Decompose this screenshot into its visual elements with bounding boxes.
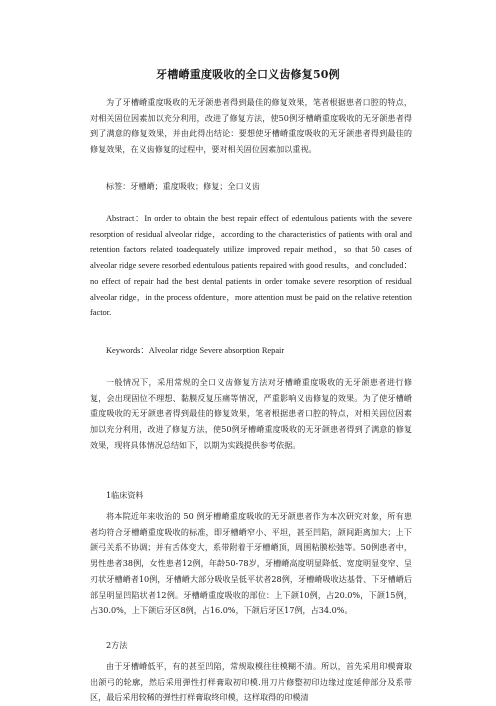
keywords-en: Keywords：Alveolar ridge Severe absorption Repair: [106, 346, 285, 355]
section-2-heading: 2方法: [106, 640, 128, 650]
section-1-heading: 1临床资料: [106, 490, 144, 500]
abstract-cn: 为了牙槽嵴重度吸收的无牙颌患者得到最佳的修复效果，笔者根据患者口腔的特点，对相关固位因素加以充分利用，改进了修复方法，使50例牙槽嵴重度吸收的无牙颌患者得到了满意的修复效果，并由此得出结论：要想使牙槽嵴重度吸收的无牙颌患者得到最佳的修复效果，在义齿修复的过程中，要对相关固位因素加以重视。: [90, 97, 412, 155]
abstract-en: Abstract：In order to obtain the best repair effect of edentulous patients with the severe resorption of residual alveolar ridge，according to the characteristics of patients with oral and retention factors related toadequately utilize improved repair method，so that 50 cases of alveolar ridge severe resorbed edentulous patients repaired with good results，and concluded：no effect of repair had the best dental patients in order tomake severe resorption of residual alveolar ridge，in the process ofdenture，more attention must be paid on the relative retention factor.: [90, 214, 412, 318]
intro-paragraph: 一般情况下，采用常规的全口义齿修复方法对牙槽嵴重度吸收的无牙颌患者进行修复，会出现固位不理想、黏膜反复压痛等情况，严重影响义齿修复的效果。为了使牙槽嵴重度吸收的无牙颌患者得到最佳的修复效果，笔者根据患者口腔的特点，对相关固位因素加以充分利用，改进了修复方法，使50例牙槽嵴重度吸收的无牙颌患者得到了满意的修复效果，现将具体情况总结如下，以期为实践提供参考依据。: [90, 377, 412, 450]
keywords-cn: 标签：牙槽嵴；重度吸收；修复；全口义齿: [106, 181, 260, 191]
section-2-body: 由于牙槽嵴低平，有的甚至凹陷，常规取模往往模糊不清。所以，首先采用印模膏取出颌弓的轮廓，然后采用弹性打样膏取初印模.用刀片修整初印边缘过度延伸部分及系带区，最后采用较稀的弹性打样膏取终印模，这样取得的印模清: [90, 661, 412, 703]
document-title: 牙槽嵴重度吸收的全口义齿修复50例: [156, 68, 340, 81]
section-1-body: 将本院近年来收治的 50 例牙槽嵴重度吸收的无牙颌患者作为本次研究对象，所有患者均符合牙槽嵴重度吸收的标准，即牙槽嵴窄小、平坦，甚至凹陷，颌间距离加大；上下颌弓关系不协调；并有舌体变大，系带附着于牙槽嵴顶，周围粘膜松弛等。50例患者中，男性患者38例，女性患者12例，年龄50-78岁，牙槽嵴高度明显降低、宽度明显变窄、呈刃状牙槽嵴者10例，牙槽嵴大部分吸收呈低平状者28例，牙槽嵴吸收达基骨、下牙槽嵴后部呈明显凹陷状者12例。牙槽嵴重度吸收的部位：上下颌10例，占20.0%，下颌15例，占30.0%，上下颌后牙区8例，占16.0%，下颌后牙区17例，占34.0%。: [90, 511, 412, 616]
